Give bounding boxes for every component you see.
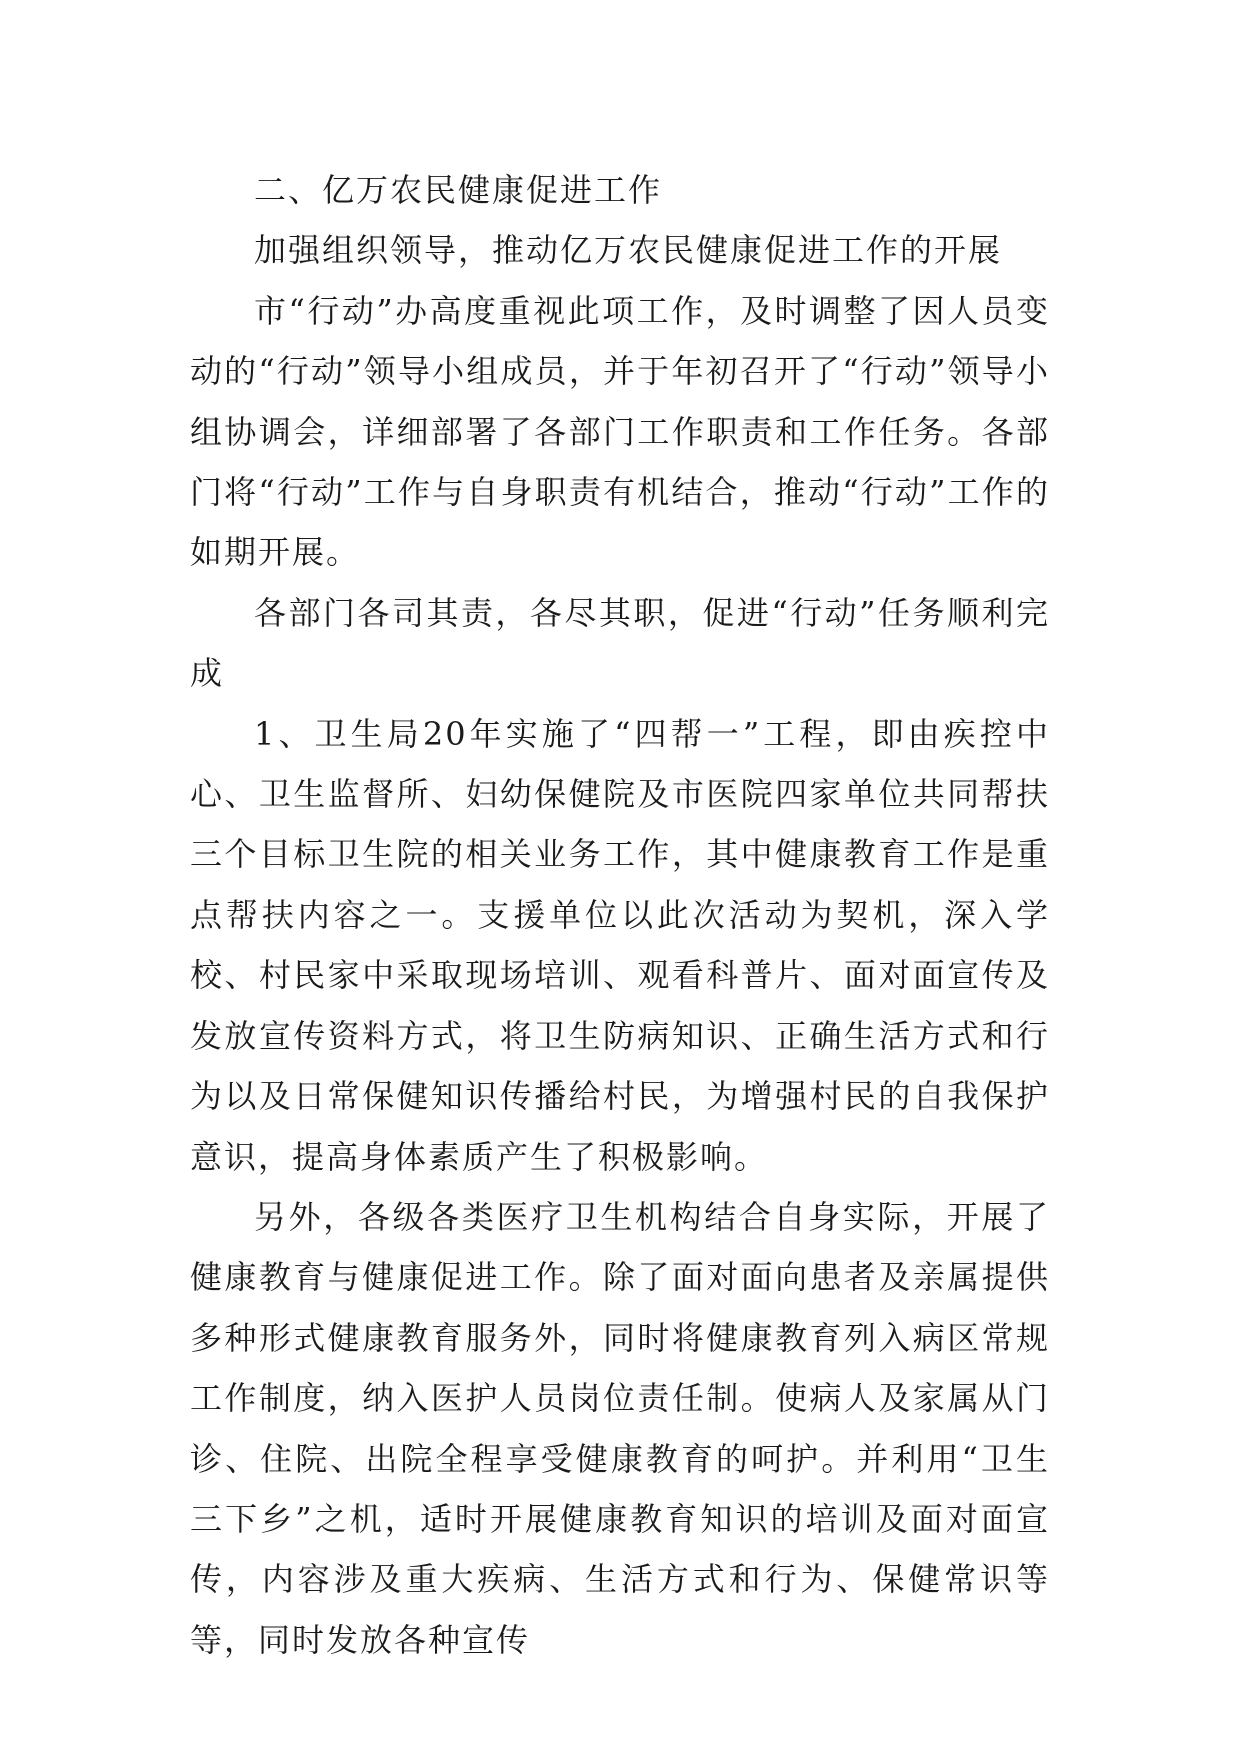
- subsection-heading: 各部门各司其责，各尽其职，促进“行动”任务顺利完成: [190, 593, 1050, 693]
- body-paragraph: 市“行动”办高度重视此项工作，及时调整了因人员变动的“行动”领导小组成员，并于年初召开了“行动”领导小组协调会，详细部署了各部门工作职责和工作任务。各部门将“行动”工作与自身职责有机结合，推动“行动”工作的如期开展。: [190, 291, 1050, 572]
- section-heading: 二、亿万农民健康促进工作: [254, 171, 663, 209]
- body-paragraph: 另外，各级各类医疗卫生机构结合自身实际，开展了健康教育与健康促进工作。除了面对面向患者及亲属提供多种形式健康教育服务外，同时将健康教育列入病区常规工作制度，纳入医护人员岗位责任制。使病人及家属从门诊、住院、出院全程享受健康教育的呵护。并利用“卫生三下乡”之机，适时开展健康教育知识的培训及面对面宣传，内容涉及重大疾病、生活方式和行为、保健常识等等，同时发放各种宣传: [190, 1197, 1050, 1659]
- body-paragraph: 1、卫生局20年实施了“四帮一”工程，即由疾控中心、卫生监督所、妇幼保健院及市医院四家单位共同帮扶三个目标卫生院的相关业务工作，其中健康教育工作是重点帮扶内容之一。支援单位以此次活动为契机，深入学校、村民家中采取现场培训、观看科普片、面对面宣传及发放宣传资料方式，将卫生防病知识、正确生活方式和行为以及日常保健知识传播给村民，为增强村民的自我保护意识，提高身体素质产生了积极影响。: [190, 714, 1050, 1176]
- subsection-heading: 加强组织领导，推动亿万农民健康促进工作的开展: [254, 231, 1003, 270]
- document-body: [190, 160, 1050, 1670]
